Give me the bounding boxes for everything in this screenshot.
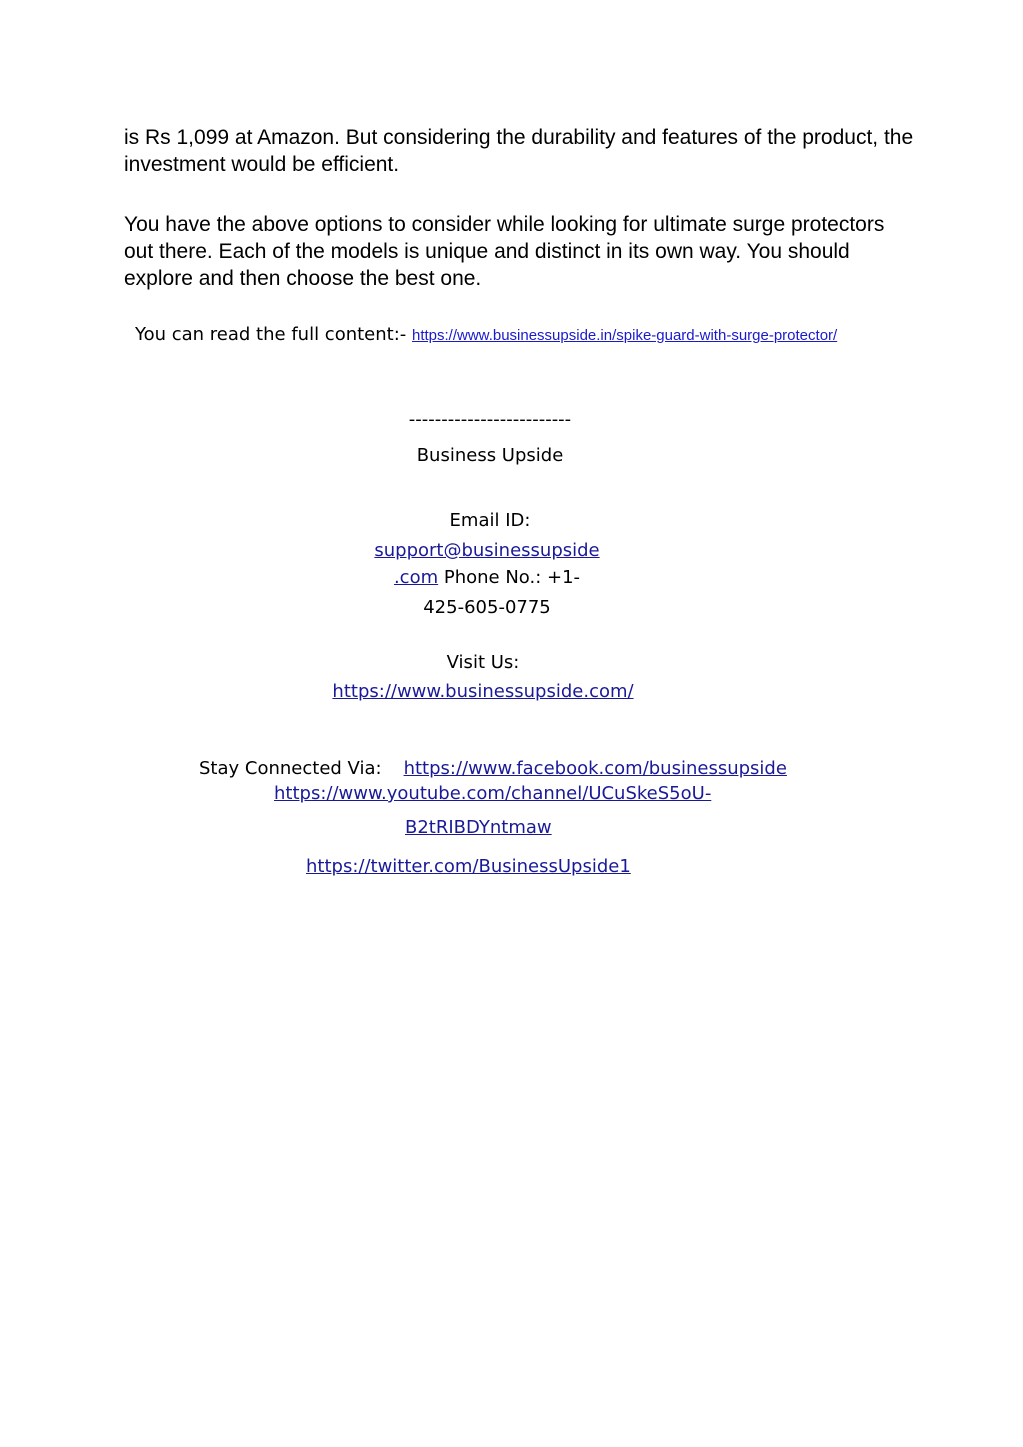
phone-label: Phone No.: +1- [438, 567, 581, 588]
body-paragraph-1: is Rs 1,099 at Amazon. But considering the durability and features of the product, the investment would be efficient. [124, 126, 914, 176]
email-label: Email ID: [449, 510, 531, 531]
divider-line: ------------------------- [408, 409, 572, 430]
email-line-2 [0, 567, 974, 588]
stay-connected-label: Stay Connected Via: [199, 758, 382, 779]
email-link[interactable]: support@businessupside [374, 540, 600, 561]
website-line [0, 681, 966, 702]
email-link-domain[interactable]: .com [393, 567, 439, 588]
twitter-link[interactable]: https://twitter.com/BusinessUpside1 [306, 856, 631, 877]
read-full-label: You can read the full content:- [135, 324, 412, 345]
body-paragraph-2: You have the above options to consider while looking for ultimate surge protectors out there. Each of the models is unique and distinct in its own way. You should explore and then choose the best one. [124, 213, 885, 290]
website-link[interactable]: https://www.businessupside.com/ [332, 681, 634, 702]
youtube-line-2 [405, 817, 552, 838]
twitter-line [306, 856, 631, 877]
article-link[interactable]: https://www.businessupside.in/spike-guard-with-surge-protector/ [412, 327, 838, 344]
stay-connected-line [199, 758, 787, 779]
company-name: Business Upside [416, 445, 564, 466]
youtube-link-continued[interactable]: B2tRIBDYntmaw [405, 817, 552, 838]
facebook-link[interactable]: https://www.facebook.com/businessupside [403, 758, 787, 779]
visit-label: Visit Us: [446, 652, 520, 673]
youtube-link[interactable]: https://www.youtube.com/channel/UCuSkeS5oU- [274, 783, 712, 804]
read-full-content [135, 325, 895, 346]
youtube-line-1 [274, 783, 711, 804]
phone-number: 425-605-0775 [423, 597, 551, 618]
email-line-1 [0, 540, 974, 561]
